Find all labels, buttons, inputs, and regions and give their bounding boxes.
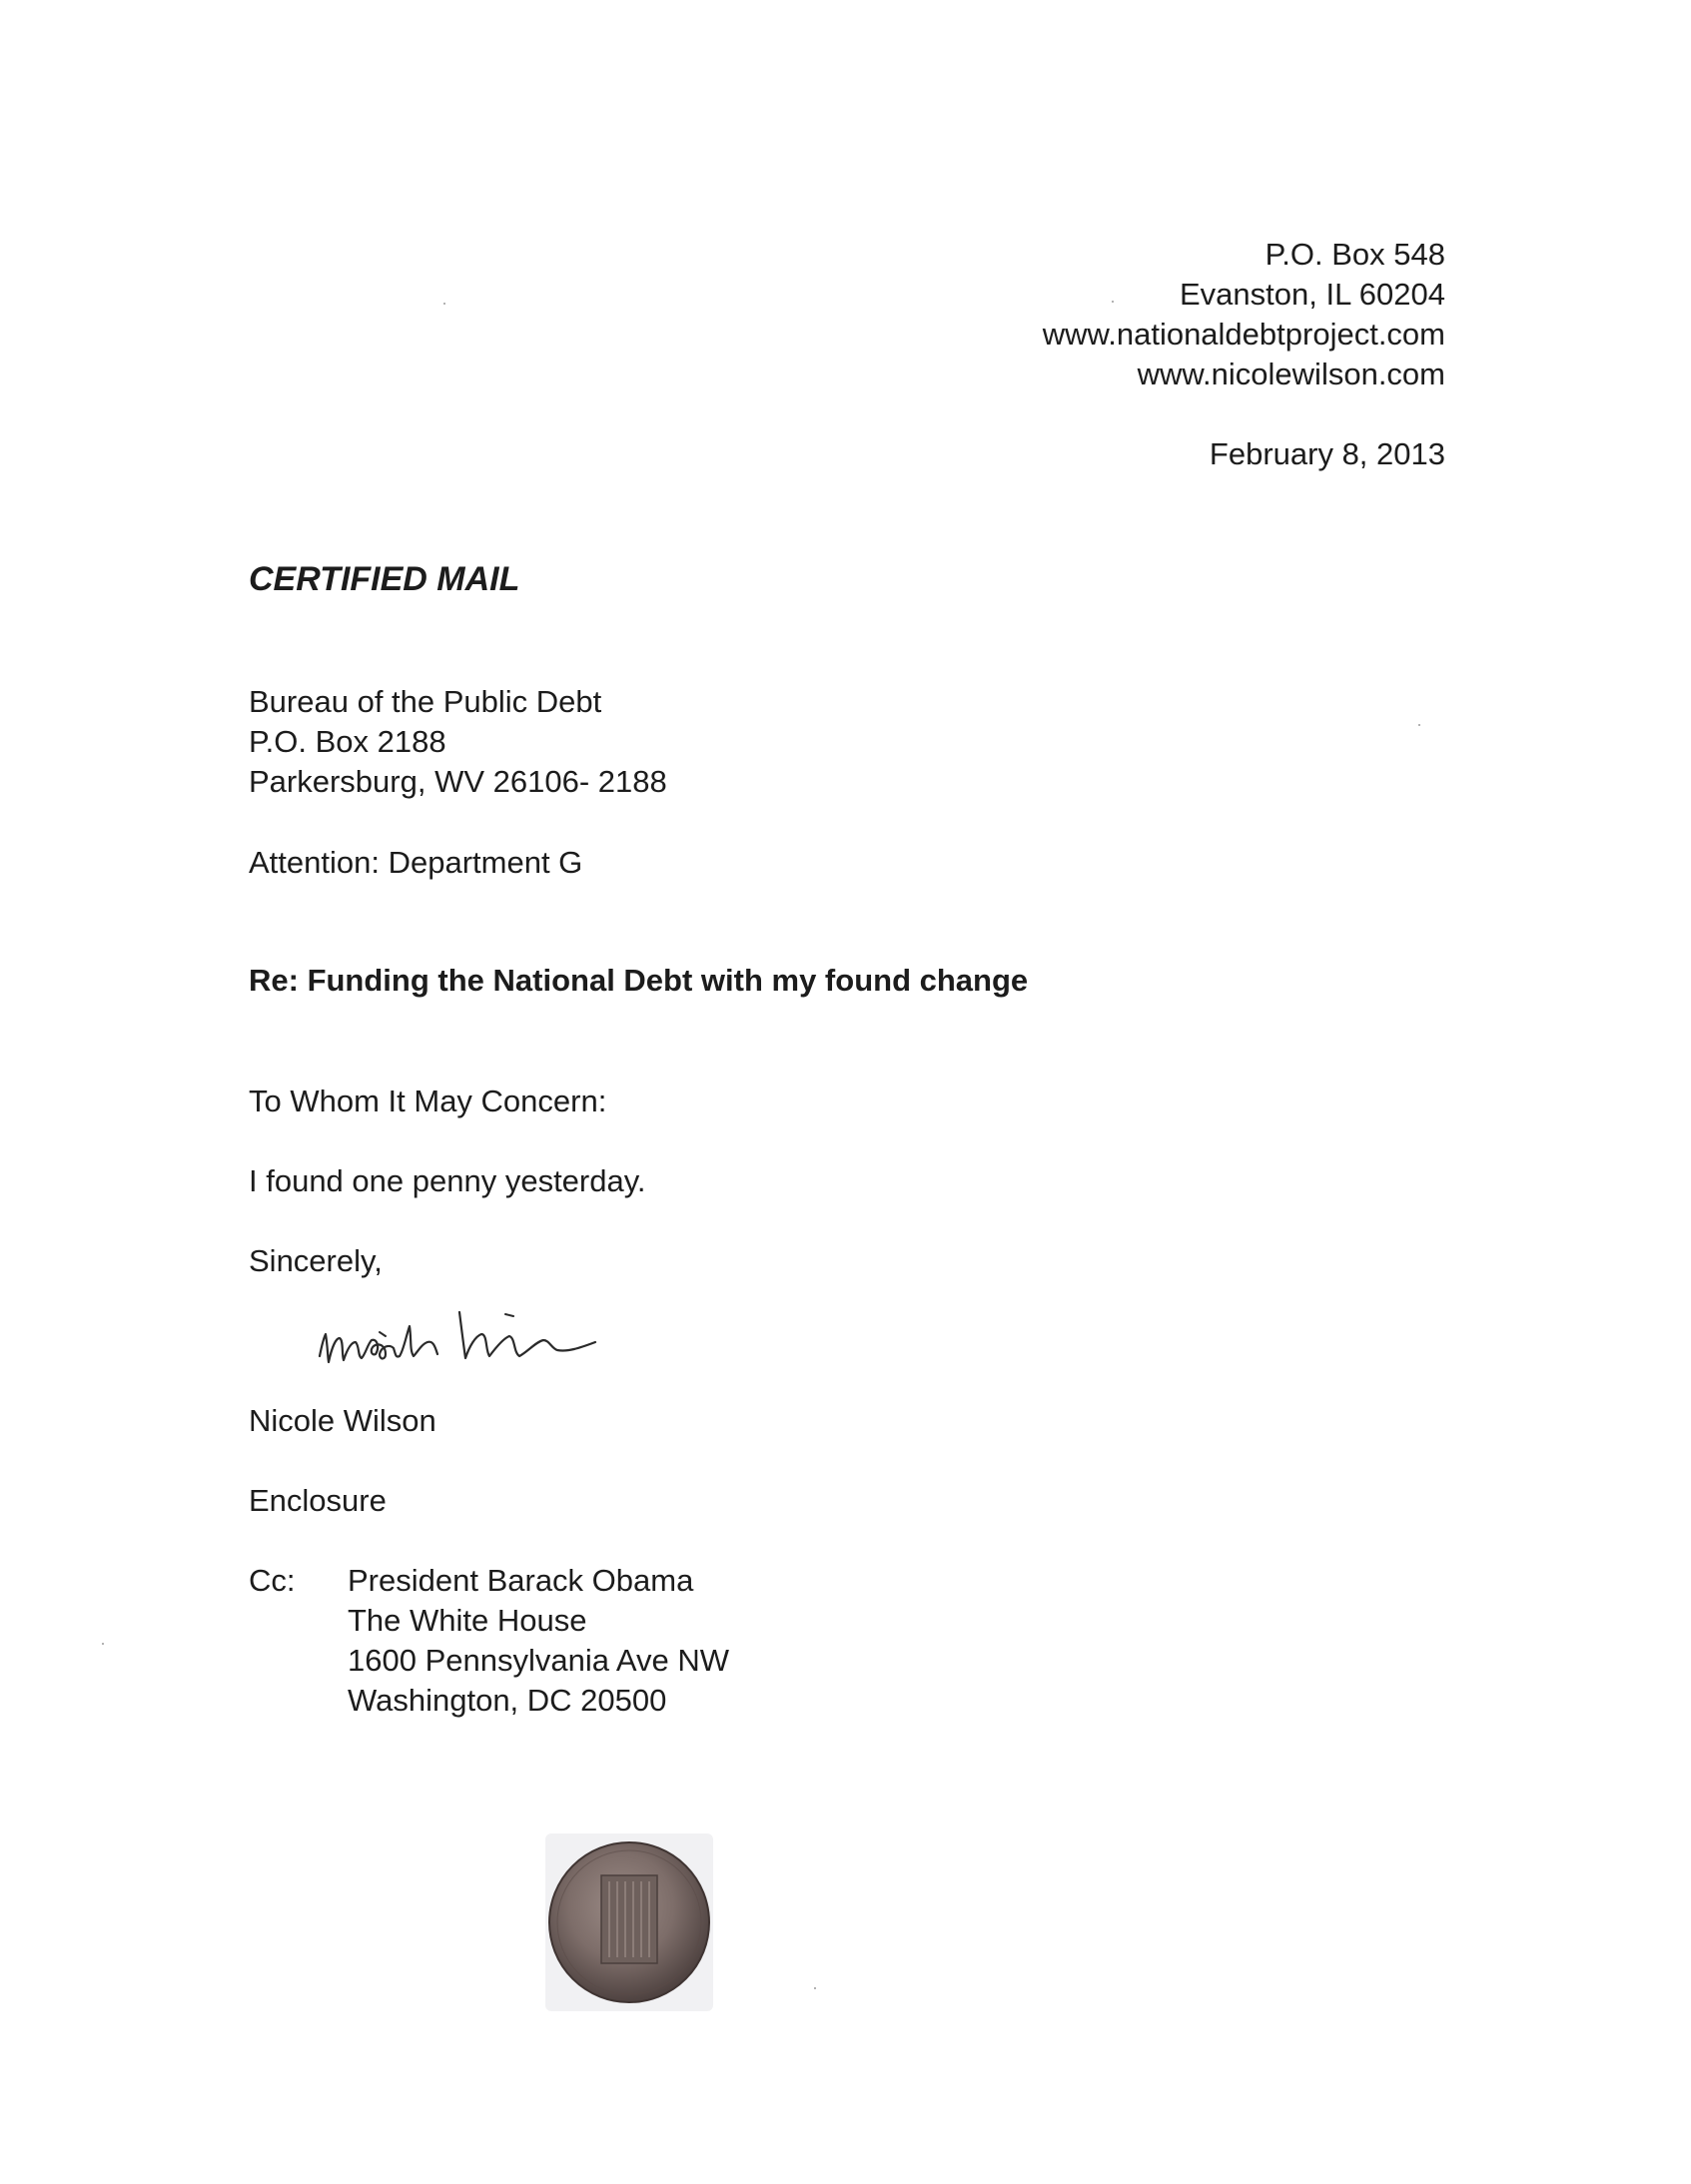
cc-city-line: Washington, DC 20500 [348, 1683, 667, 1718]
subject-line: Re: Funding the National Debt with my found change [249, 963, 1029, 998]
sender-city-line: Evanston, IL 60204 [1180, 277, 1445, 312]
letter-date: February 8, 2013 [1209, 436, 1445, 471]
paper-speck [102, 1643, 104, 1645]
sender-website-nicole-wilson: www.nicolewilson.com [1137, 357, 1445, 391]
attention-line: Attention: Department G [249, 845, 583, 880]
closing: Sincerely, [249, 1243, 383, 1278]
signer-name: Nicole Wilson [249, 1403, 436, 1438]
salutation: To Whom It May Concern: [249, 1084, 607, 1118]
paper-speck [1418, 724, 1420, 726]
penny-coin-image [539, 1827, 719, 2017]
cc-label: Cc: [249, 1563, 296, 1598]
paper-speck [443, 303, 445, 305]
sender-address-block [1043, 235, 1445, 394]
cc-street: 1600 Pennsylvania Ave NW [348, 1643, 729, 1678]
recipient-address-block [249, 682, 667, 802]
enclosure-note: Enclosure [249, 1483, 387, 1518]
recipient-city-line: Parkersburg, WV 26106- 2188 [249, 764, 667, 799]
recipient-name: Bureau of the Public Debt [249, 684, 602, 719]
cc-address-block [348, 1561, 729, 1721]
letter-body: I found one penny yesterday. [249, 1163, 646, 1198]
cc-organization: The White House [348, 1603, 587, 1638]
handwritten-signature [310, 1276, 699, 1386]
sender-po-box: P.O. Box 548 [1265, 237, 1445, 272]
sender-website-national-debt: www.nationaldebtproject.com [1042, 317, 1445, 352]
certified-mail-heading: CERTIFIED MAIL [249, 560, 520, 598]
paper-speck [1112, 301, 1114, 303]
recipient-po-box: P.O. Box 2188 [249, 724, 446, 759]
paper-speck [814, 1987, 816, 1989]
cc-name: President Barack Obama [348, 1563, 694, 1598]
